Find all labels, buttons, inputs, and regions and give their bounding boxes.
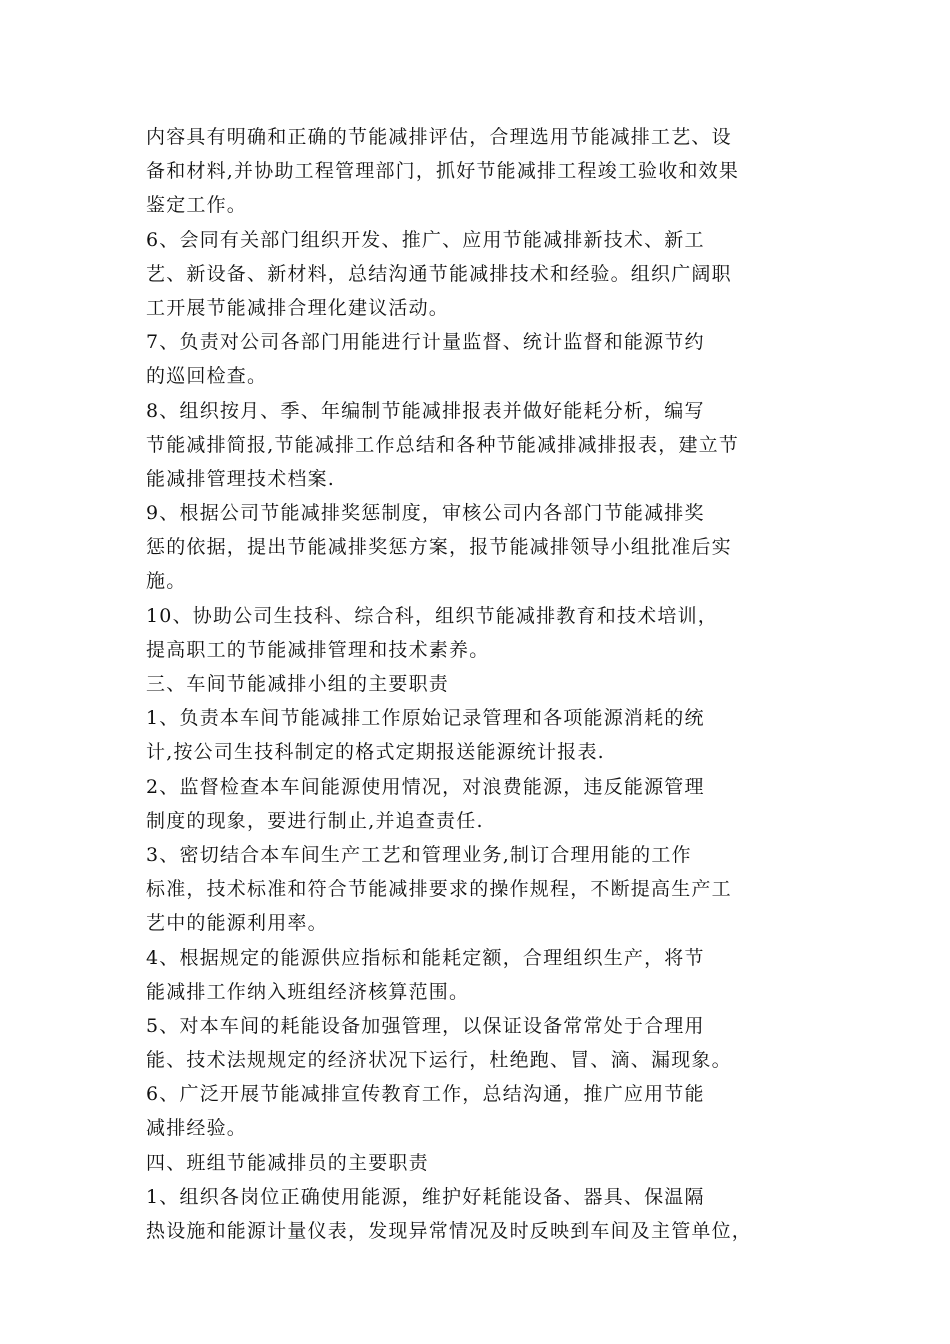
text-line: 标准，技术标准和符合节能减排要求的操作规程，不断提高生产工 [146,878,732,901]
text-line: 鉴定工作。 [146,194,248,217]
text-line: 6、会同有关部门组织开发、推广、应用节能减排新技术、新工 [146,228,705,251]
text-line: 6、广泛开展节能减排宣传教育工作，总结沟通，推广应用节能 [146,1083,705,1106]
text-line: 节能减排简报,节能减排工作总结和各种节能减排减排报表，建立节 [146,433,740,456]
text-line: 4、根据规定的能源供应指标和能耗定额，合理组织生产，将节 [146,946,705,969]
text-line: 7、负责对公司各部门用能进行计量监督、统计监督和能源节约 [146,331,705,354]
text-line: 8、组织按月、季、年编制节能减排报表并做好能耗分析，编写 [146,399,705,422]
document-body [146,120,806,1248]
text-line: 计,按公司生技科制定的格式定期报送能源统计报表. [146,741,605,764]
text-line: 减排经验。 [146,1117,248,1140]
text-line: 能减排管理技术档案. [146,467,336,490]
text-line: 2、监督检查本车间能源使用情况，对浪费能源，违反能源管理 [146,775,705,798]
text-line: 1、组织各岗位正确使用能源，维护好耗能设备、器具、保温隔 [146,1185,705,1208]
text-line: 工开展节能减排合理化建议活动。 [146,296,450,319]
text-line: 能减排工作纳入班组经济核算范围。 [146,980,470,1003]
text-line: 备和材料,并协助工程管理部门，抓好节能减排工程竣工验收和效果 [146,160,740,183]
text-line: 10、协助公司生技科、综合科，组织节能减排教育和技术培训， [146,604,718,627]
text-line: 内容具有明确和正确的节能减排评估，合理选用节能减排工艺、设 [146,126,732,148]
text-line: 5、对本车间的耗能设备加强管理，以保证设备常常处于合理用 [146,1014,705,1037]
text-line: 能、技术法规规定的经济状况下运行，杜绝跑、冒、滴、漏现象。 [146,1049,732,1072]
text-line: 惩的依据，提出节能减排奖惩方案，报节能减排领导小组批准后实 [146,536,732,559]
text-line: 艺中的能源利用率。 [146,912,328,935]
section-heading: 四、班组节能减排员的主要职责 [146,1151,429,1174]
text-line: 制度的现象，要进行制止,并追查责任. [146,809,484,832]
text-line: 热设施和能源计量仪表，发现异常情况及时反映到车间及主管单位， [146,1220,753,1242]
text-line: 3、密切结合本车间生产工艺和管理业务,制订合理用能的工作 [146,843,692,866]
text-line: 9、根据公司节能减排奖惩制度，审核公司内各部门节能减排奖 [146,502,705,525]
text-line: 施。 [146,570,187,593]
section-heading: 三、车间节能减排小组的主要职责 [146,673,450,695]
text-line: 的巡回检查。 [146,365,268,388]
text-line: 1、负责本车间节能减排工作原始记录管理和各项能源消耗的统 [146,707,705,730]
text-line: 提高职工的节能减排管理和技术素养。 [146,638,490,661]
text-line: 艺、新设备、新材料，总结沟通节能减排技术和经验。组织广阔职 [146,262,732,285]
